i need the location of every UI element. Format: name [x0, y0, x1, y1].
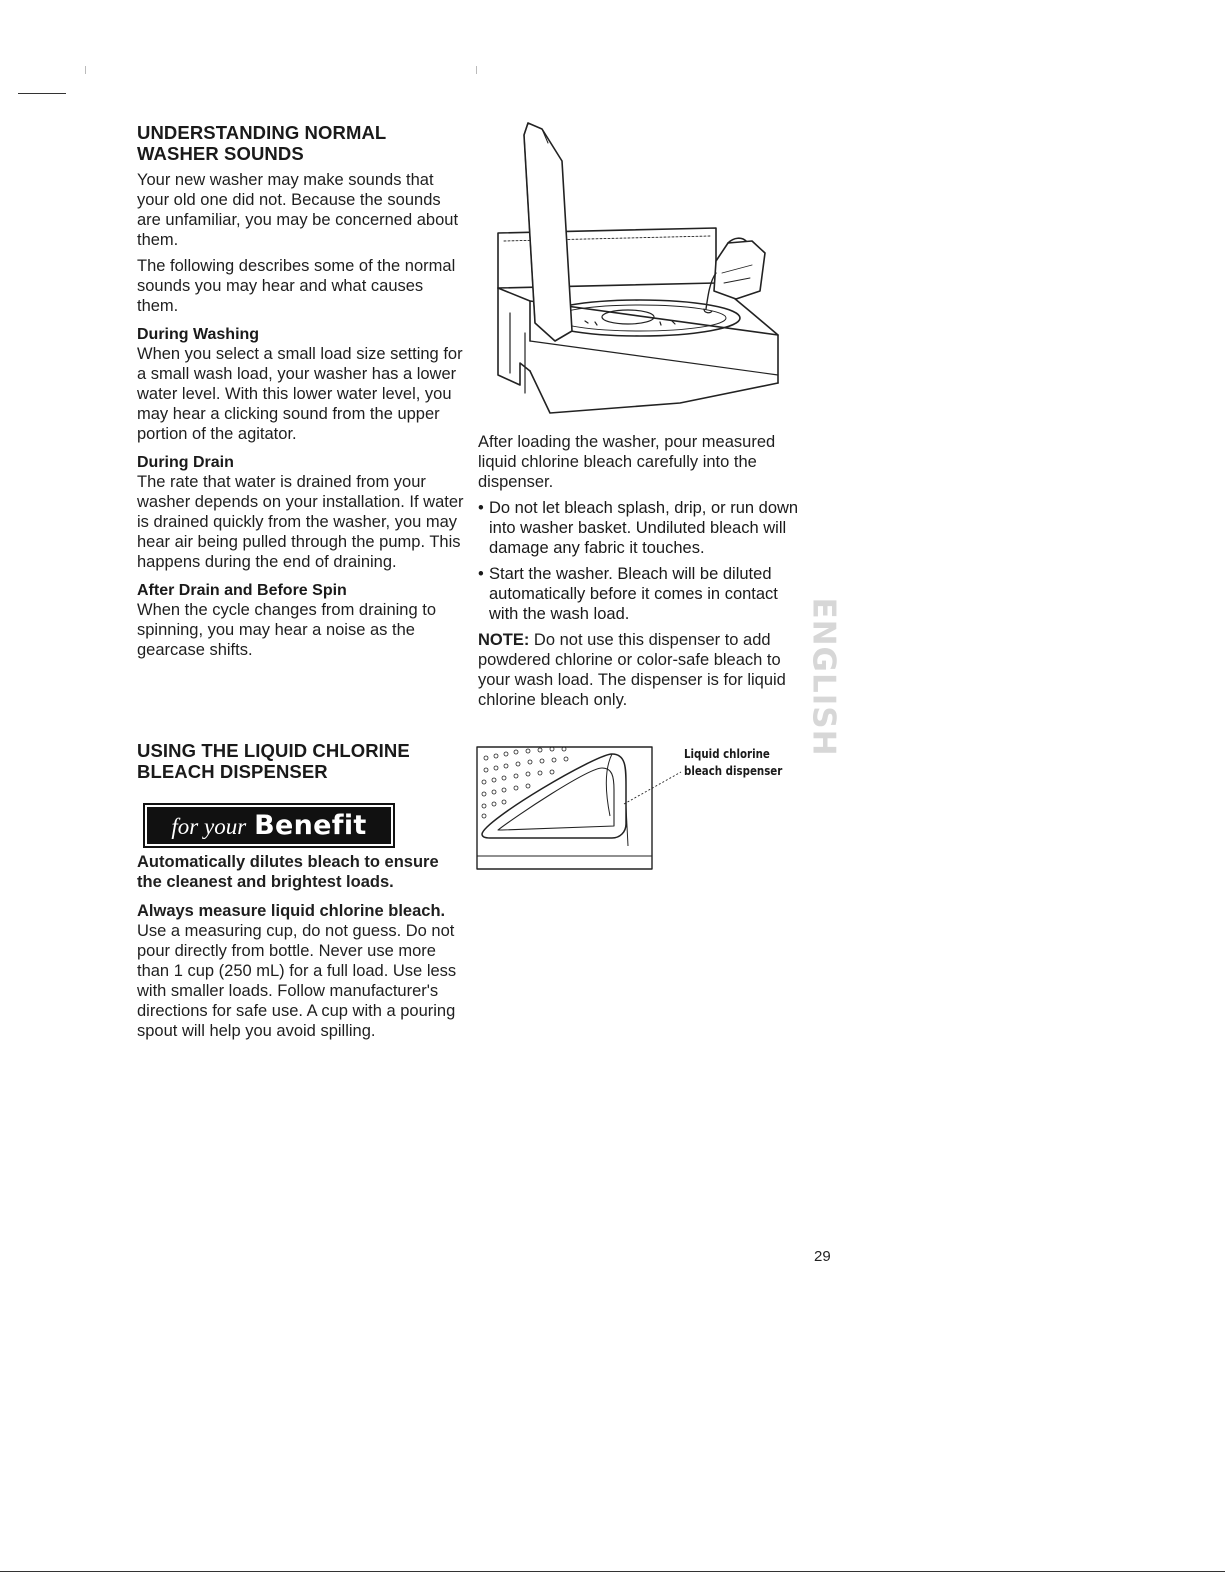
title-line: USING THE LIQUID CHLORINE — [137, 740, 410, 761]
callout-line: Liquid chlorine — [684, 746, 770, 761]
pour-instructions: After loading the washer, pour measured liquid chlorine bleach carefully into the dispenser. — [478, 433, 776, 491]
title-line: UNDERSTANDING NORMAL — [137, 122, 387, 143]
list-item: • Do not let bleach splash, drip, or run down into washer basket. Undiluted bleach will damage any fabric it touches. — [478, 498, 803, 558]
title-line: WASHER SOUNDS — [137, 143, 304, 164]
list-item: • Start the washer. Bleach will be diluted automatically before it comes in contact with the wash load. — [478, 564, 803, 624]
note-label: NOTE: — [478, 631, 530, 649]
language-side-tab — [808, 592, 840, 762]
page-bottom-rule — [0, 1571, 1225, 1572]
spin-paragraph: When the cycle changes from draining to spinning, you may hear a noise as the gearcase shifts. — [137, 601, 436, 659]
section-title-washer-sounds — [137, 122, 467, 164]
callout-line: bleach dispenser — [684, 763, 783, 778]
language-tab-label: ENGLISH — [806, 597, 842, 757]
washer-pouring-illustration — [490, 113, 790, 425]
drain-paragraph: The rate that water is drained from your washer depends on your installation. If water is drained quickly from the washer, you may hear air being pulled through the pump. This happens during the end of draining. — [137, 473, 464, 571]
left-column — [137, 122, 467, 660]
subheading-during-washing: During Washing — [137, 326, 260, 343]
measure-paragraph — [137, 901, 467, 1041]
measure-bold-lead: Always measure liquid chlorine bleach. — [137, 902, 446, 920]
for-your-benefit-badge — [143, 803, 395, 848]
open-lid — [524, 123, 572, 341]
bleach-section-body — [137, 852, 467, 1041]
bleach-warnings-list — [478, 498, 803, 624]
bleach-section-header — [137, 740, 467, 782]
tub-inner — [554, 305, 726, 331]
note-text: Do not use this dispenser to add powdered chlorine or color-safe bleach to your wash load. The dispenser is for liquid chlorine bleach only. — [478, 631, 786, 709]
cabinet-base — [530, 371, 778, 413]
cabinet-fold — [530, 341, 778, 375]
measuring-cup — [714, 241, 765, 299]
section-title-bleach-dispenser — [137, 740, 467, 782]
dispenser-closeup-illustration — [476, 746, 716, 872]
badge-lead-text: for your — [171, 813, 247, 839]
badge-main-text: Benefit — [254, 810, 367, 841]
intro-paragraph: The following describes some of the normal sounds you may hear and what causes them. — [137, 257, 456, 315]
crop-mark — [18, 93, 66, 94]
dispenser-callout-label — [684, 745, 782, 779]
registration-tick — [85, 66, 86, 74]
measure-text: Use a measuring cup, do not guess. Do not pour directly from bottle. Never use more than 1 cup (250 mL) for a full load. Use less with smaller loads. Follow manufacturer's directions for safe use. A cup with a pouring spout will help you avoid spilling. — [137, 922, 457, 1040]
subheading-before-spin: After Drain and Before Spin — [137, 582, 347, 599]
intro-paragraph: Your new washer may make sounds that your old one did not. Because the sounds are unfamiliar, you may be concerned about them. — [137, 171, 459, 249]
washing-paragraph: When you select a small load size setting for a small wash load, your washer has a lower water level. With this lower water level, you may hear a clicking sound from the upper portion of the agitator. — [137, 345, 463, 443]
note-paragraph — [478, 630, 803, 710]
page-number: 29 — [814, 1248, 831, 1265]
benefit-statement: Automatically dilutes bleach to ensure the cleanest and brightest loads. — [137, 853, 439, 891]
right-column — [478, 432, 803, 710]
title-line: BLEACH DISPENSER — [137, 761, 328, 782]
registration-tick — [476, 66, 477, 74]
subheading-during-drain: During Drain — [137, 454, 234, 471]
